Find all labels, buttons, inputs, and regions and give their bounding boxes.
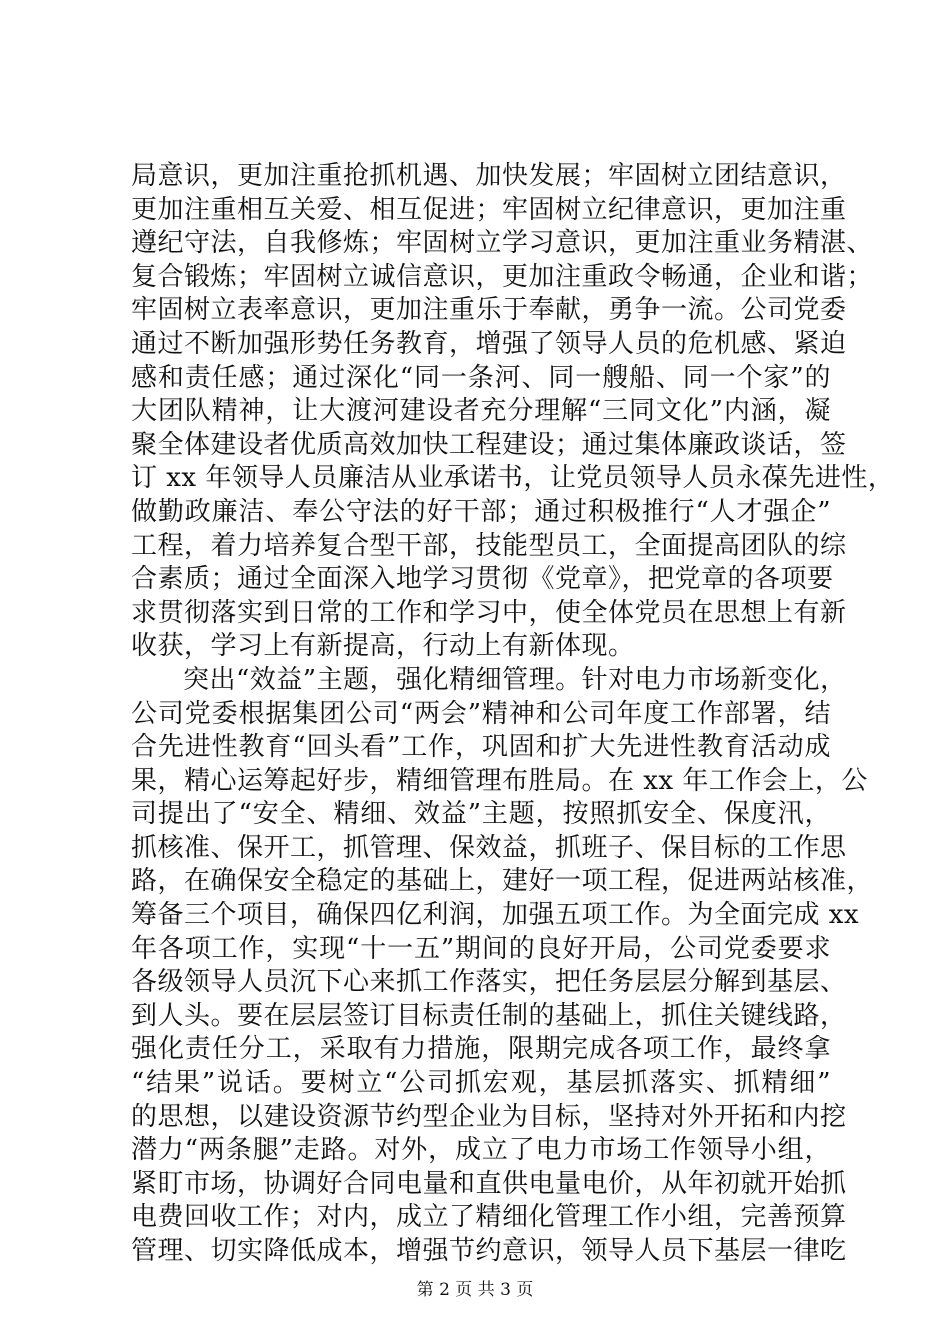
text-line: 潜力“两条腿”走路。对外，成立了电力市场工作领导小组，: [131, 1135, 831, 1166]
text-line: “结果”说话。要树立“公司抓宏观，基层抓落实、抓精细”: [131, 1068, 831, 1099]
text-line: 遵纪守法，自我修炼；牢固树立学习意识，更加注重业务精湛、: [131, 228, 874, 259]
text-line: 工程，着力培养复合型干部，技能型员工，全面提高团队的综: [131, 530, 847, 561]
text-line: 合先进性教育“回头看”工作，巩固和扩大先进性教育活动成: [131, 732, 831, 763]
text-line: 感和责任感；通过深化“同一条河、同一艘船、同一个家”的: [131, 362, 831, 393]
text-line: 紧盯市场，协调好合同电量和直供电量电价，从年初就开始抓: [131, 1168, 847, 1199]
paragraph-end-line: 收获，学习上有新提高，行动上有新体现。: [131, 631, 635, 662]
text-line: 更加注重相互关爱、相互促进；牢固树立纪律意识，更加注重: [131, 194, 847, 225]
text-line: 公司党委根据集团公司“两会”精神和公司年度工作部署，结: [131, 698, 831, 729]
document-body: [131, 160, 895, 1269]
text-line: 司提出了“安全、精细、效益”主题，按照抓安全、保度汛，: [131, 799, 831, 830]
text-line: 强化责任分工，采取有力措施，限期完成各项工作，最终拿: [131, 1034, 831, 1065]
text-line: 电费回收工作；对内，成立了精细化管理工作小组，完善预算: [131, 1202, 847, 1233]
text-line: 求贯彻落实到日常的工作和学习中，使全体党员在思想上有新: [131, 597, 847, 628]
text-line: 管理、切实降低成本，增强节约意识，领导人员下基层一律吃: [131, 1236, 847, 1266]
text-line: 做勤政廉洁、奉公守法的好干部；通过积极推行“人才强企”: [131, 496, 831, 527]
text-line: 到人头。要在层层签订目标责任制的基础上，抓住关键线路，: [131, 1000, 847, 1031]
text-line: 合素质；通过全面深入地学习贯彻《党章》，把党章的各项要: [131, 564, 834, 595]
text-line: 路，在确保安全稳定的基础上，建好一项工程，促进两站核准，: [131, 866, 874, 897]
text-line: 聚全体建设者优质高效加快工程建设；通过集体廉政谈话，签: [131, 429, 847, 460]
text-line: 复合锻炼；牢固树立诚信意识，更加注重政令畅通，企业和谐；: [131, 261, 874, 292]
text-line: 订 xx 年领导人员廉洁从业承诺书，让党员领导人员永葆先进性，: [131, 463, 895, 494]
text-line: 抓核准、保开工，抓管理、保效益，抓班子、保目标的工作思: [131, 832, 847, 863]
text-line: 通过不断加强形势任务教育，增强了领导人员的危机感、紧迫: [131, 328, 847, 359]
text-line: 果，精心运筹起好步，精细管理布胜局。在 xx 年工作会上，公: [131, 765, 868, 796]
text-line: 的思想，以建设资源节约型企业为目标，坚持对外开拓和内挖: [131, 1101, 847, 1132]
text-line: 筹备三个项目，确保四亿利润，加强五项工作。为全面完成 xx: [131, 900, 860, 931]
page-number-footer: 第 2 页 共 3 页: [416, 1280, 534, 1300]
text-line: 年各项工作，实现“十一五”期间的良好开局，公司党委要求: [131, 933, 831, 964]
paragraph-start-line: 突出“效益”主题，强化精细管理。针对电力市场新变化，: [183, 664, 847, 695]
text-line: 各级领导人员沉下心来抓工作落实，把任务层层分解到基层、: [131, 967, 847, 998]
text-line: 牢固树立表率意识，更加注重乐于奉献，勇争一流。公司党委: [131, 295, 847, 326]
text-line: 大团队精神，让大渡河建设者充分理解“三同文化”内涵，凝: [131, 396, 831, 427]
text-line: 局意识，更加注重抢抓机遇、加快发展；牢固树立团结意识，: [131, 161, 847, 191]
